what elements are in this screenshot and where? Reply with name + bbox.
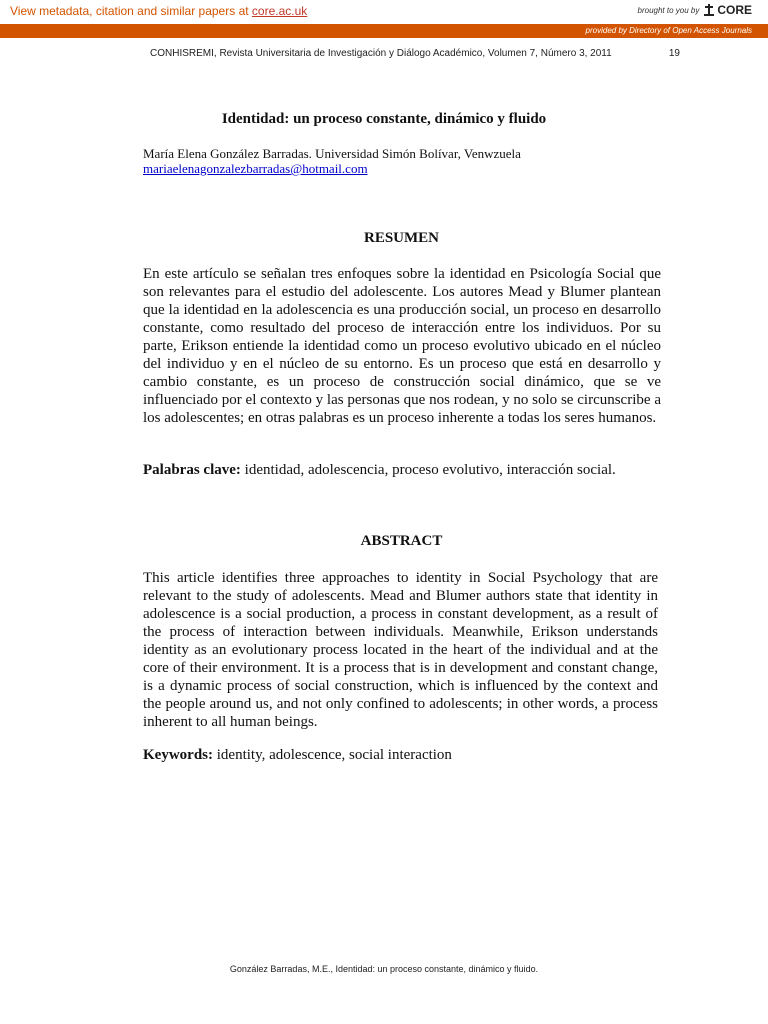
abstract-body: This article identifies three approaches to identity in Social Psychology that are relevant to the study of adolescents. Mead and Blumer authors state that identity in adolescence is a social production, a process in constant development, as a result of the process of interaction between individuals. Meanwhile, Erikson understands identity as an evolutionary process located in the heart of the individual and at the core of their environment. It is a process that is in development and constant change, is a dynamic process of social construction, which is influenced by the context and the people around us, and not only confined to adolescents; in other words, a process inherent to all human beings. (143, 570, 658, 730)
brought-to-you-text: brought to you by (637, 5, 700, 15)
page-number: 19 (668, 48, 680, 59)
core-brand[interactable] (638, 3, 753, 17)
author-email-link[interactable]: mariaelenagonzalezbarradas@hotmail.com (143, 161, 368, 176)
core-logo (703, 3, 752, 17)
abstract-heading: ABSTRACT (360, 533, 443, 549)
core-metadata-label: View metadata, citation and similar papers at (10, 4, 252, 18)
core-metadata-text (10, 4, 307, 18)
abstract-keywords-text: identity, adolescence, social interaction (213, 747, 452, 763)
resumen-body: En este artículo se señalan tres enfoques sobre la identidad en Psicología Social que son relevantes para el estudio del adolescente. Los autores Mead y Blumer plantean que la identidad en la adolescencia es una producción social, un proceso en desarrollo constante, como resultado del proceso de interacción entre los individuos. Por su parte, Erikson entiende la identidad como un proceso evolutivo ubicado en el núcleo del individuo y en el núcleo de su entorno. Es un proceso que está en desarrollo y cambio constante, es un proceso de construcción social dinámico, que se ve influenciado por el contexto y las personas que nos rodean, y no solo se circunscribe a los adolescentes; en otras palabras es un proceso inherente a todas los seres humanos. (143, 266, 661, 426)
journal-header (150, 48, 680, 59)
provider-text[interactable]: provided by Directory of Open Access Journals (585, 26, 752, 35)
abstract-keywords (143, 747, 452, 764)
author-affiliation: María Elena González Barradas. Universidad Simón Bolívar, Venwzuela (143, 146, 521, 161)
core-link[interactable]: core.ac.uk (251, 4, 308, 18)
journal-name: CONHISREMI, Revista Universitaria de Investigación y Diálogo Académico, Volumen 7, Número 3, 2011 (150, 48, 612, 59)
core-logo-text: CORE (717, 3, 752, 17)
article-title: Identidad: un proceso constante, dinámico y fluido (221, 111, 547, 127)
core-banner (0, 0, 768, 25)
core-logo-icon (703, 3, 715, 17)
abstract-keywords-label: Keywords: (143, 747, 213, 763)
core-provider-bar (0, 24, 768, 38)
resumen-keywords (143, 462, 616, 479)
author-block (143, 146, 521, 176)
page-footer: González Barradas, M.E., Identidad: un proceso constante, dinámico y fluido. (229, 964, 539, 974)
resumen-keywords-label: Palabras clave: (143, 462, 241, 478)
resumen-keywords-text: identidad, adolescencia, proceso evolutivo, interacción social. (240, 462, 616, 478)
resumen-heading: RESUMEN (363, 230, 439, 246)
